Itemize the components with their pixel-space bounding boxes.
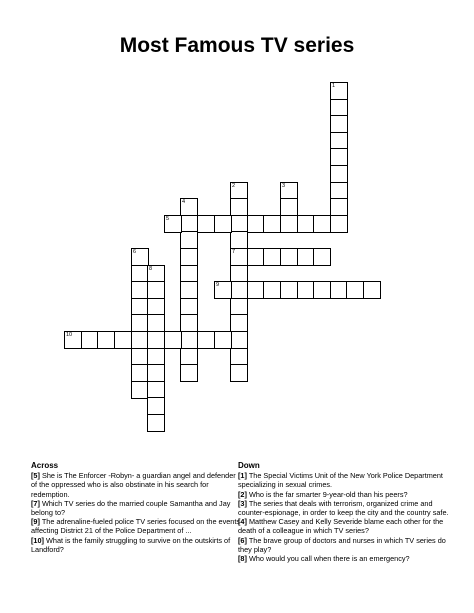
grid-cell[interactable] <box>114 331 132 349</box>
clue-number: [5] <box>31 471 40 481</box>
cell-number: 4 <box>182 199 186 205</box>
down-clue-list <box>238 471 450 563</box>
grid-cell[interactable] <box>180 281 198 299</box>
across-clue <box>31 536 243 554</box>
grid-cell[interactable] <box>313 281 331 299</box>
grid-cell[interactable] <box>330 215 348 233</box>
clue-number: [9] <box>31 517 40 527</box>
grid-cell[interactable] <box>280 248 298 266</box>
grid-cell[interactable] <box>330 82 348 100</box>
clue-text: The brave group of doctors and nurses in which TV series do they play? <box>238 535 446 554</box>
down-clue <box>238 490 450 499</box>
clue-number: [10] <box>31 535 44 545</box>
grid-cell[interactable] <box>180 248 198 266</box>
cell-number: 2 <box>232 183 236 189</box>
cell-number: 9 <box>216 282 220 288</box>
grid-cell[interactable] <box>180 331 198 349</box>
grid-cell[interactable] <box>280 215 298 233</box>
across-clue <box>31 499 243 517</box>
clue-text: Who would you call when there is an emergency? <box>246 554 410 564</box>
cell-number: 8 <box>149 266 153 272</box>
down-clue <box>238 471 450 489</box>
grid-cell[interactable] <box>197 215 215 233</box>
clue-number: [7] <box>31 498 40 508</box>
grid-cell[interactable] <box>147 397 165 415</box>
grid-cell[interactable] <box>147 331 165 349</box>
grid-cell[interactable] <box>147 281 165 299</box>
across-clue <box>31 517 243 535</box>
grid-cell[interactable] <box>214 215 232 233</box>
grid-cell[interactable] <box>230 231 248 249</box>
grid-cell[interactable] <box>214 281 232 299</box>
grid-cell[interactable] <box>147 414 165 432</box>
clue-number: [6] <box>238 535 247 545</box>
grid-cell[interactable] <box>263 215 281 233</box>
cell-number: 5 <box>166 216 170 222</box>
grid-cell[interactable] <box>230 314 248 332</box>
grid-cell[interactable] <box>313 215 331 233</box>
clue-text: What is the family struggling to survive on the outskirts of Landford? <box>31 535 231 554</box>
down-clue <box>238 536 450 554</box>
grid-cell[interactable] <box>230 248 248 266</box>
grid-cell[interactable] <box>330 198 348 216</box>
clue-number: [4] <box>238 517 247 527</box>
grid-cell[interactable] <box>180 314 198 332</box>
clue-text: Who is the far smarter 9-year-old than his peers? <box>246 489 408 499</box>
across-clues <box>31 461 243 554</box>
grid-cell[interactable] <box>214 331 232 349</box>
clue-text: The series that deals with terrorism, organized crime and counter-espionage, in order to keep the city and the country safe. <box>238 498 449 518</box>
grid-cell[interactable] <box>230 281 248 299</box>
grid-cell[interactable] <box>330 115 348 133</box>
cell-number: 1 <box>332 83 336 89</box>
grid-cell[interactable] <box>197 331 215 349</box>
clue-text: Matthew Casey and Kelly Severide blame each other for the death of a colleague in which TV series? <box>238 517 444 536</box>
grid-cell[interactable] <box>180 231 198 249</box>
grid-cell[interactable] <box>263 248 281 266</box>
cell-number: 6 <box>133 249 137 255</box>
grid-cell[interactable] <box>164 215 182 233</box>
grid-cell[interactable] <box>180 198 198 216</box>
grid-cell[interactable] <box>346 281 364 299</box>
grid-cell[interactable] <box>280 281 298 299</box>
grid-cell[interactable] <box>363 281 381 299</box>
down-clue <box>238 554 450 563</box>
clue-number: [1] <box>238 471 247 481</box>
down-clue <box>238 499 450 517</box>
grid-cell[interactable] <box>313 248 331 266</box>
puzzle-title: Most Famous TV series <box>119 34 355 57</box>
down-heading: Down <box>238 461 260 470</box>
grid-cell[interactable] <box>147 364 165 382</box>
clue-text: The Special Victims Unit of the New York Police Department specializing in sexual crimes. <box>238 471 443 490</box>
across-clue-list <box>31 471 243 554</box>
clue-number: [2] <box>238 489 247 499</box>
across-heading: Across <box>31 461 59 470</box>
grid-cell[interactable] <box>230 364 248 382</box>
grid-cell[interactable] <box>131 248 149 266</box>
grid-cell[interactable] <box>230 331 248 349</box>
grid-cell[interactable] <box>330 165 348 183</box>
cell-number: 10 <box>66 332 73 338</box>
grid-cell[interactable] <box>263 281 281 299</box>
grid-cell[interactable] <box>180 364 198 382</box>
grid-cell[interactable] <box>97 331 115 349</box>
across-clue <box>31 471 243 499</box>
clue-text: Which TV series do the married couple Samantha and Jay belong to? <box>31 498 231 518</box>
grid-cell[interactable] <box>64 331 82 349</box>
cell-number: 3 <box>282 183 286 189</box>
grid-cell[interactable] <box>280 198 298 216</box>
cell-number: 7 <box>232 249 236 255</box>
grid-cell[interactable] <box>330 148 348 166</box>
clue-number: [8] <box>238 554 247 564</box>
grid-cell[interactable] <box>147 314 165 332</box>
down-clues <box>238 461 450 563</box>
down-clue <box>238 517 450 535</box>
grid-cell[interactable] <box>230 198 248 216</box>
grid-cell[interactable] <box>164 331 182 349</box>
clue-text: The adrenaline-fueled police TV series focused on the events affecting District 21 of the Police Department of ... <box>31 517 241 536</box>
clue-text: She is The Enforcer -Robyn- a guardian angel and defender of the oppressed who is also obstinate in his search for redemption. <box>31 471 236 499</box>
clue-number: [3] <box>238 498 247 508</box>
